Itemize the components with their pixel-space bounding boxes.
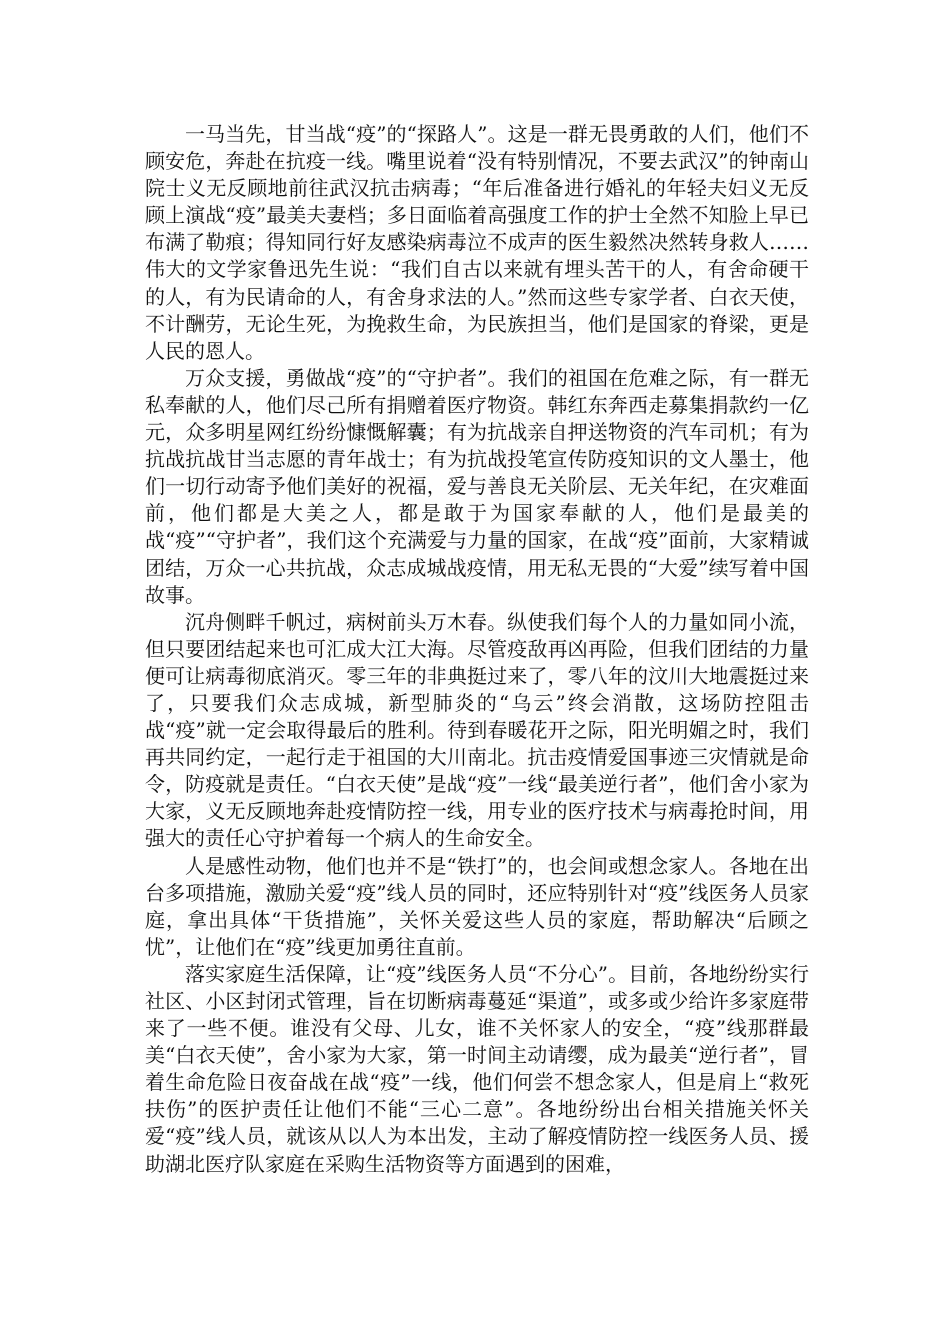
paragraph-guardians: 万众支援，勇做战“疫”的“守护者”。我们的祖国在危难之际，有一群无私奉献的人，他们尽己所有捐赠着医疗物资。韩红东奔西走募集捐款约一亿元，众多明星网红纷纷慷慨解囊；有为抗战亲自押送物资的汽车司机；有为抗战抗战甘当志愿的青年战士；有为抗战投笔宣传防疫知识的文人墨士，他们一切行动寄予他们美好的祝福，爱与善良无关阶层、无关年纪，在灾难面前，他们都是大美之人，都是敢于为国家奉献的人，他们是最美的战“疫”“守护者”，我们这个充满爱与力量的国家，在战“疫”面前，大家精诚团结，万众一心共抗战，众志成城战疫情，用无私无畏的“大爱”续写着中国故事。	[145, 365, 809, 607]
paragraph-pathfinders: 一马当先，甘当战“疫”的“探路人”。这是一群无畏勇敢的人们，他们不顾安危，奔赴在抗疫一线。嘴里说着“没有特别情况，不要去武汉”的钟南山院士义无反顾地前往武汉抗击病毒；“年后准备进行婚礼的年轻夫妇义无反顾上演战“疫”最美夫妻档；多日面临着高强度工作的护士全然不知脸上早已布满了勒痕；得知同行好友感染病毒泣不成声的医生毅然决然转身救人……伟大的文学家鲁迅先生说：“我们自古以来就有埋头苦干的人，有舍命硬干的人，有为民请命的人，有舍身求法的人。”然而这些专家学者、白衣天使，不计酬劳，无论生死，为挽救生命，为民族担当，他们是国家的脊梁，更是人民的恩人。	[145, 122, 809, 363]
paragraph-living-support: 落实家庭生活保障，让“疫”线医务人员“不分心”。目前，各地纷纷实行社区、小区封闭式管理，旨在切断病毒蔓延“渠道”，或多或少给许多家庭带来了一些不便。谁没有父母、儿女，谁不关怀家人的安全，“疫”线那群最美“白衣天使”，舍小家为大家，第一时间主动请缨，成为最美“逆行者”，冒着生命危险日夜奋战在战“疫”一线，他们何尝不想念家人，但是肩上“救死扶伤”的医护责任让他们不能“三心二意”。各地纷纷出台相关措施关怀关爱“疫”线人员，就该从以人为本出发，主动了解疫情防控一线医务人员、援助湖北医疗队家庭在采购生活物资等方面遇到的困难，	[145, 961, 809, 1176]
paragraph-unity: 沉舟侧畔千帆过，病树前头万木春。纵使我们每个人的力量如同小流，但只要团结起来也可汇成大江大海。尽管疫敌再凶再险，但我们团结的力量便可让病毒彻底消灭。零三年的非典挺过来了，零八年的汶川大地震挺过来了，只要我们众志成城，新型肺炎的“乌云”终会消散，这场防控阻击战“疫”就一定会取得最后的胜利。待到春暖花开之际，阳光明媚之时，我们再共同约定，一起行走于祖国的大川南北。抗击疫情爱国事迹三灾情就是命令，防疫就是责任。“白衣天使”是战“疫”一线“最美逆行者”，他们舍小家为大家，义无反顾地奔赴疫情防控一线，用专业的医疗技术与病毒抢时间，用强大的责任心守护着每一个病人的生命安全。	[145, 609, 809, 851]
document-body	[145, 121, 809, 1178]
paragraph-family-care: 人是感性动物，他们也并不是“铁打”的，也会间或想念家人。各地在出台多项措施，激励关爱“疫”线人员的同时，还应特别针对“疫”线医务人员家庭，拿出具体“干货措施”，关怀关爱这些人员的家庭，帮助解决“后顾之忧”，让他们在“疫”线更加勇往直前。	[145, 853, 809, 959]
